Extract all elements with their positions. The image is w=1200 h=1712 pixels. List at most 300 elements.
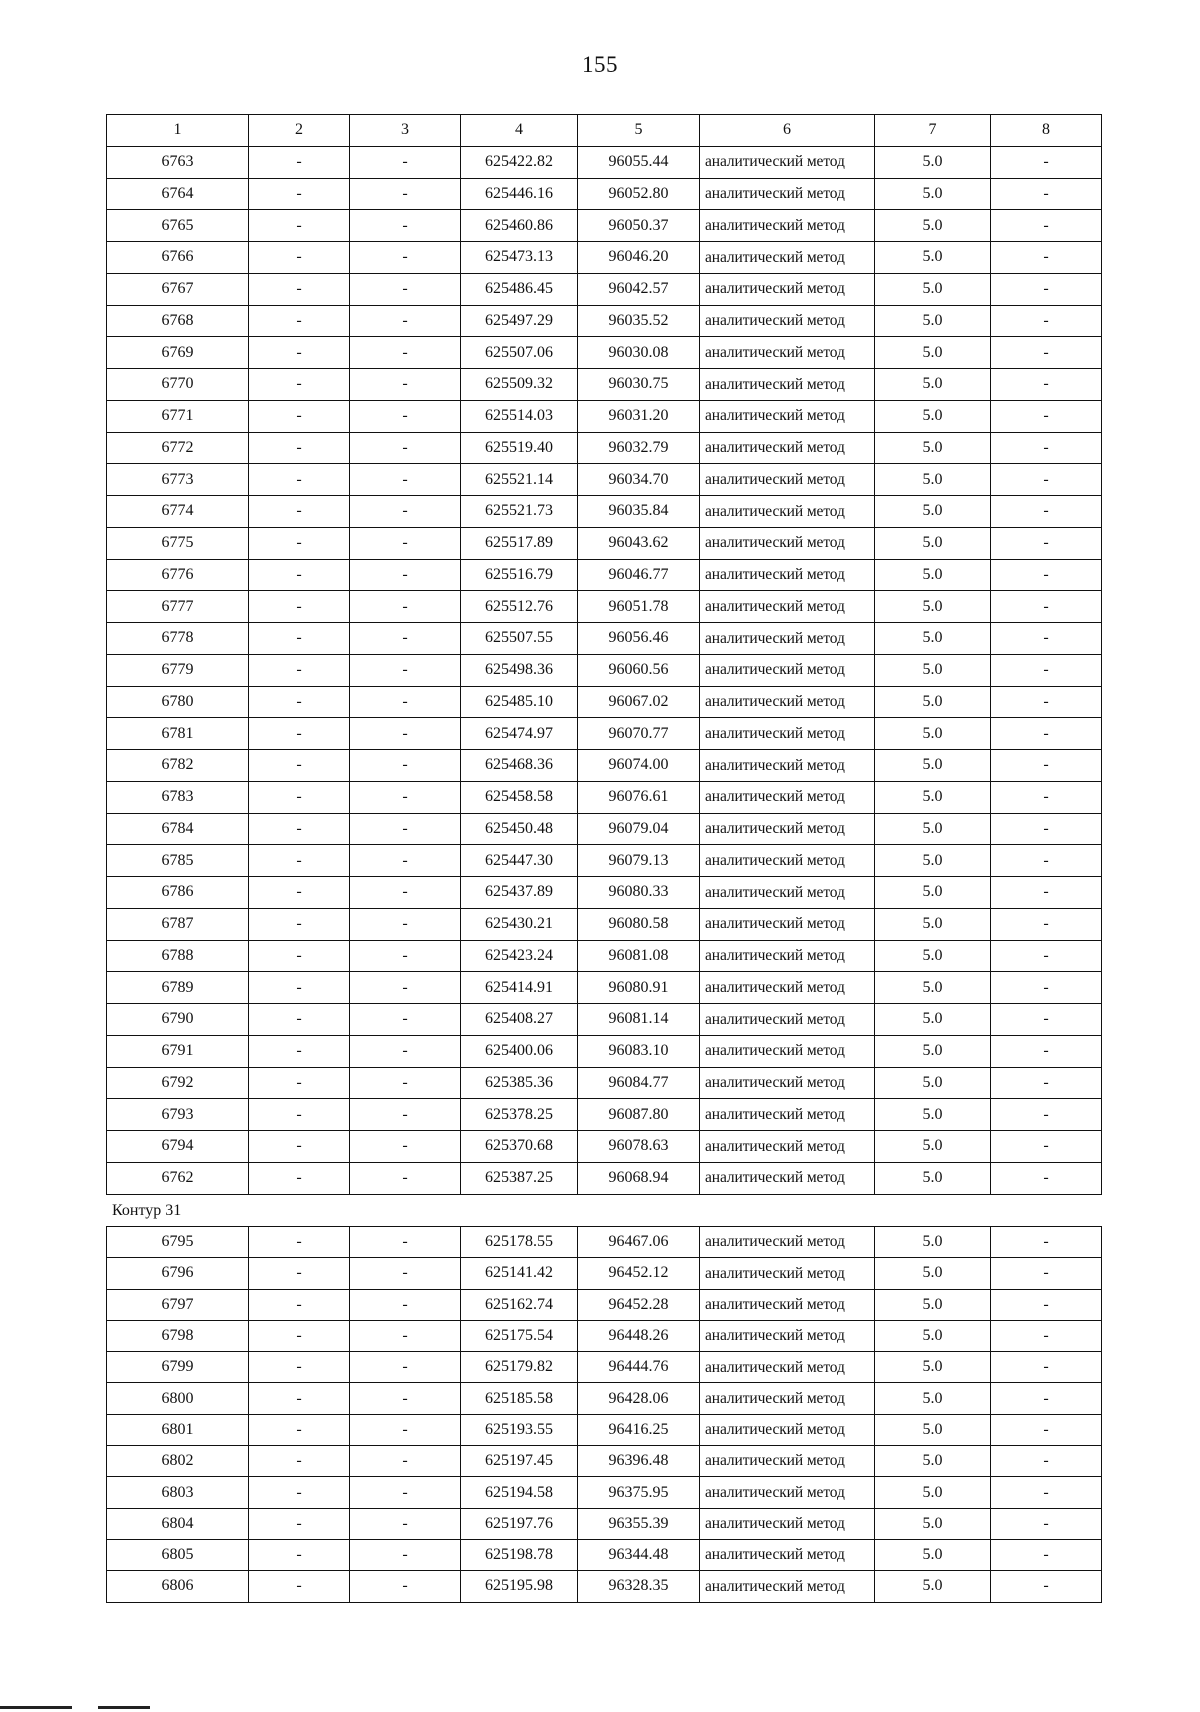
cell-col-1: 6771 — [107, 400, 249, 432]
table-row — [107, 1352, 1102, 1383]
cell-col-3: - — [350, 146, 461, 178]
cell-col-1: 6769 — [107, 337, 249, 369]
cell-col-6: аналитический метод — [700, 1383, 875, 1414]
cell-col-7: 5.0 — [875, 337, 991, 369]
cell-col-6: аналитический метод — [700, 1539, 875, 1570]
cell-col-2: - — [249, 337, 350, 369]
cell-col-6: аналитический метод — [700, 845, 875, 877]
cell-col-8: - — [991, 1099, 1102, 1131]
cell-col-8: - — [991, 400, 1102, 432]
cell-col-3: - — [350, 1352, 461, 1383]
cell-col-8: - — [991, 1477, 1102, 1508]
cell-col-6: аналитический метод — [700, 718, 875, 750]
cell-col-4: 625197.76 — [461, 1508, 578, 1539]
cell-col-3: 3 — [350, 115, 461, 147]
cell-col-6: аналитический метод — [700, 1067, 875, 1099]
cell-col-3: - — [350, 654, 461, 686]
cell-col-4: 625400.06 — [461, 1035, 578, 1067]
cell-col-7: 5.0 — [875, 686, 991, 718]
cell-col-4: 625521.14 — [461, 464, 578, 496]
cell-col-1: 6784 — [107, 813, 249, 845]
cell-col-6: аналитический метод — [700, 369, 875, 401]
cell-col-1: 6800 — [107, 1383, 249, 1414]
cell-col-2: - — [249, 1477, 350, 1508]
cell-col-8: - — [991, 1227, 1102, 1258]
cell-col-6: аналитический метод — [700, 1508, 875, 1539]
cell-col-4: 625423.24 — [461, 940, 578, 972]
cell-col-1: 6780 — [107, 686, 249, 718]
cell-col-5: 96083.10 — [578, 1035, 700, 1067]
cell-col-7: 5.0 — [875, 400, 991, 432]
table-row — [107, 1477, 1102, 1508]
cell-col-2: - — [249, 1004, 350, 1036]
cell-col-6: аналитический метод — [700, 1004, 875, 1036]
cell-col-4: 625497.29 — [461, 305, 578, 337]
cell-col-7: 5.0 — [875, 1571, 991, 1602]
cell-col-1: 6790 — [107, 1004, 249, 1036]
cell-col-6: аналитический метод — [700, 1035, 875, 1067]
cell-col-2: - — [249, 464, 350, 496]
cell-col-7: 5.0 — [875, 432, 991, 464]
cell-col-6: аналитический метод — [700, 1227, 875, 1258]
cell-col-8: - — [991, 654, 1102, 686]
cell-col-5: 96087.80 — [578, 1099, 700, 1131]
cell-col-5: 96056.46 — [578, 623, 700, 655]
cell-col-4: 625514.03 — [461, 400, 578, 432]
cell-col-4: 625519.40 — [461, 432, 578, 464]
cell-col-2: - — [249, 877, 350, 909]
cell-col-3: - — [350, 1320, 461, 1351]
cell-col-8: - — [991, 750, 1102, 782]
table-row — [107, 877, 1102, 909]
cell-col-8: - — [991, 273, 1102, 305]
cell-col-3: - — [350, 496, 461, 528]
cell-col-7: 5.0 — [875, 369, 991, 401]
cell-col-4: 625414.91 — [461, 972, 578, 1004]
cell-col-1: 6768 — [107, 305, 249, 337]
cell-col-2: - — [249, 813, 350, 845]
cell-col-2: - — [249, 1289, 350, 1320]
cell-col-7: 5.0 — [875, 146, 991, 178]
table-row — [107, 1162, 1102, 1194]
cell-col-1: 6765 — [107, 210, 249, 242]
cell-col-4: 625378.25 — [461, 1099, 578, 1131]
cell-col-5: 96051.78 — [578, 591, 700, 623]
cell-col-5: 96078.63 — [578, 1131, 700, 1163]
cell-col-3: - — [350, 1258, 461, 1289]
cell-col-6: аналитический метод — [700, 623, 875, 655]
table-row — [107, 464, 1102, 496]
cell-col-2: 2 — [249, 115, 350, 147]
cell-col-5: 96035.84 — [578, 496, 700, 528]
cell-col-7: 5.0 — [875, 781, 991, 813]
cell-col-5: 96050.37 — [578, 210, 700, 242]
cell-col-6: аналитический метод — [700, 1571, 875, 1602]
table-row — [107, 210, 1102, 242]
cell-col-8: - — [991, 1414, 1102, 1445]
table-row — [107, 972, 1102, 1004]
cell-col-8: - — [991, 1352, 1102, 1383]
cell-col-4: 625422.82 — [461, 146, 578, 178]
cell-col-2: - — [249, 908, 350, 940]
table-row — [107, 305, 1102, 337]
cell-col-4: 625486.45 — [461, 273, 578, 305]
cell-col-1: 6786 — [107, 877, 249, 909]
cell-col-3: - — [350, 432, 461, 464]
cell-col-5: 96031.20 — [578, 400, 700, 432]
cell-col-1: 6783 — [107, 781, 249, 813]
cell-col-3: - — [350, 559, 461, 591]
cell-col-2: - — [249, 654, 350, 686]
cell-col-5: 96467.06 — [578, 1227, 700, 1258]
cell-col-2: - — [249, 845, 350, 877]
cell-col-1: 6802 — [107, 1446, 249, 1477]
cell-col-3: - — [350, 1477, 461, 1508]
table-row — [107, 1446, 1102, 1477]
cell-col-7: 5.0 — [875, 1383, 991, 1414]
cell-col-4: 625485.10 — [461, 686, 578, 718]
cell-col-2: - — [249, 559, 350, 591]
cell-col-2: - — [249, 940, 350, 972]
cell-col-8: - — [991, 1383, 1102, 1414]
cell-col-3: - — [350, 1539, 461, 1570]
cell-col-7: 5.0 — [875, 908, 991, 940]
scan-edge-mark — [0, 1706, 72, 1709]
cell-col-2: - — [249, 178, 350, 210]
cell-col-5: 96448.26 — [578, 1320, 700, 1351]
cell-col-2: - — [249, 273, 350, 305]
cell-col-8: - — [991, 559, 1102, 591]
cell-col-7: 5.0 — [875, 305, 991, 337]
cell-col-4: 625473.13 — [461, 242, 578, 274]
table-row — [107, 400, 1102, 432]
cell-col-7: 5.0 — [875, 1162, 991, 1194]
cell-col-7: 5.0 — [875, 242, 991, 274]
table-row — [107, 1383, 1102, 1414]
cell-col-4: 625474.97 — [461, 718, 578, 750]
cell-col-3: - — [350, 1004, 461, 1036]
cell-col-4: 625175.54 — [461, 1320, 578, 1351]
cell-col-2: - — [249, 146, 350, 178]
cell-col-1: 6773 — [107, 464, 249, 496]
table-row — [107, 1414, 1102, 1445]
cell-col-2: - — [249, 527, 350, 559]
cell-col-6: аналитический метод — [700, 813, 875, 845]
cell-col-4: 625458.58 — [461, 781, 578, 813]
table-row — [107, 1289, 1102, 1320]
cell-col-7: 5.0 — [875, 1508, 991, 1539]
cell-col-1: 6795 — [107, 1227, 249, 1258]
cell-col-6: аналитический метод — [700, 877, 875, 909]
cell-col-3: - — [350, 527, 461, 559]
cell-col-5: 96344.48 — [578, 1539, 700, 1570]
cell-col-7: 5.0 — [875, 813, 991, 845]
cell-col-7: 5.0 — [875, 464, 991, 496]
cell-col-6: аналитический метод — [700, 337, 875, 369]
cell-col-6: аналитический метод — [700, 1099, 875, 1131]
cell-col-1: 6806 — [107, 1571, 249, 1602]
cell-col-2: - — [249, 781, 350, 813]
cell-col-6: аналитический метод — [700, 1162, 875, 1194]
table-row — [107, 654, 1102, 686]
cell-col-2: - — [249, 1383, 350, 1414]
cell-col-6: аналитический метод — [700, 146, 875, 178]
cell-col-3: - — [350, 1131, 461, 1163]
cell-col-3: - — [350, 750, 461, 782]
table-row — [107, 940, 1102, 972]
cell-col-4: 625408.27 — [461, 1004, 578, 1036]
cell-col-2: - — [249, 686, 350, 718]
cell-col-1: 6762 — [107, 1162, 249, 1194]
cell-col-2: - — [249, 496, 350, 528]
cell-col-3: - — [350, 1414, 461, 1445]
table-row — [107, 1320, 1102, 1351]
cell-col-2: - — [249, 591, 350, 623]
cell-col-3: - — [350, 1383, 461, 1414]
cell-col-6: аналитический метод — [700, 464, 875, 496]
cell-col-4: 625516.79 — [461, 559, 578, 591]
table-row — [107, 559, 1102, 591]
cell-col-3: - — [350, 591, 461, 623]
cell-col-4: 625507.55 — [461, 623, 578, 655]
cell-col-8: - — [991, 1131, 1102, 1163]
cell-col-5: 96046.20 — [578, 242, 700, 274]
cell-col-4: 625195.98 — [461, 1571, 578, 1602]
cell-col-5: 96034.70 — [578, 464, 700, 496]
cell-col-7: 5.0 — [875, 1004, 991, 1036]
cell-col-5: 96032.79 — [578, 432, 700, 464]
cell-col-1: 6791 — [107, 1035, 249, 1067]
cell-col-7: 5.0 — [875, 1446, 991, 1477]
cell-col-8: - — [991, 464, 1102, 496]
cell-col-5: 96079.04 — [578, 813, 700, 845]
table-row — [107, 369, 1102, 401]
cell-col-3: - — [350, 210, 461, 242]
cell-col-7: 5.0 — [875, 210, 991, 242]
cell-col-1: 1 — [107, 115, 249, 147]
table-row — [107, 178, 1102, 210]
cell-col-6: аналитический метод — [700, 1289, 875, 1320]
cell-col-4: 625430.21 — [461, 908, 578, 940]
cell-col-2: - — [249, 1162, 350, 1194]
cell-col-7: 5.0 — [875, 273, 991, 305]
contour-label: Контур 31 — [112, 1202, 182, 1219]
cell-col-4: 625198.78 — [461, 1539, 578, 1570]
table-row — [107, 1067, 1102, 1099]
cell-col-6: аналитический метод — [700, 305, 875, 337]
cell-col-1: 6797 — [107, 1289, 249, 1320]
cell-col-3: - — [350, 305, 461, 337]
cell-col-1: 6793 — [107, 1099, 249, 1131]
cell-col-1: 6775 — [107, 527, 249, 559]
cell-col-5: 96068.94 — [578, 1162, 700, 1194]
cell-col-1: 6803 — [107, 1477, 249, 1508]
cell-col-1: 6764 — [107, 178, 249, 210]
cell-col-2: - — [249, 1258, 350, 1289]
cell-col-2: - — [249, 1539, 350, 1570]
cell-col-7: 5.0 — [875, 1539, 991, 1570]
cell-col-8: - — [991, 877, 1102, 909]
cell-col-5: 96055.44 — [578, 146, 700, 178]
cell-col-2: - — [249, 1099, 350, 1131]
cell-col-1: 6788 — [107, 940, 249, 972]
cell-col-5: 96452.28 — [578, 1289, 700, 1320]
cell-col-3: - — [350, 1035, 461, 1067]
table-row — [107, 908, 1102, 940]
cell-col-3: - — [350, 1067, 461, 1099]
cell-col-8: - — [991, 1571, 1102, 1602]
cell-col-2: - — [249, 1131, 350, 1163]
table-row — [107, 845, 1102, 877]
cell-col-3: - — [350, 845, 461, 877]
cell-col-2: - — [249, 305, 350, 337]
cell-col-2: - — [249, 718, 350, 750]
cell-col-3: - — [350, 464, 461, 496]
cell-col-3: - — [350, 686, 461, 718]
table-row — [107, 1227, 1102, 1258]
cell-col-2: - — [249, 1508, 350, 1539]
cell-col-8: - — [991, 178, 1102, 210]
cell-col-2: - — [249, 972, 350, 1004]
cell-col-4: 625447.30 — [461, 845, 578, 877]
cell-col-7: 5.0 — [875, 1035, 991, 1067]
cell-col-6: аналитический метод — [700, 559, 875, 591]
cell-col-5: 96030.08 — [578, 337, 700, 369]
cell-col-3: - — [350, 908, 461, 940]
table-row — [107, 750, 1102, 782]
cell-col-8: - — [991, 813, 1102, 845]
cell-col-5: 96074.00 — [578, 750, 700, 782]
cell-col-6: аналитический метод — [700, 242, 875, 274]
cell-col-7: 5.0 — [875, 1414, 991, 1445]
cell-col-3: - — [350, 623, 461, 655]
cell-col-3: - — [350, 718, 461, 750]
cell-col-5: 96052.80 — [578, 178, 700, 210]
cell-col-6: аналитический метод — [700, 908, 875, 940]
cell-col-8: - — [991, 1035, 1102, 1067]
cell-col-2: - — [249, 1352, 350, 1383]
cell-col-6: 6 — [700, 115, 875, 147]
cell-col-5: 96070.77 — [578, 718, 700, 750]
cell-col-7: 5.0 — [875, 178, 991, 210]
cell-col-7: 5.0 — [875, 1099, 991, 1131]
cell-col-4: 625498.36 — [461, 654, 578, 686]
cell-col-8: - — [991, 1446, 1102, 1477]
cell-col-4: 625178.55 — [461, 1227, 578, 1258]
cell-col-4: 625437.89 — [461, 877, 578, 909]
cell-col-4: 625197.45 — [461, 1446, 578, 1477]
cell-col-3: - — [350, 1571, 461, 1602]
cell-col-5: 96081.14 — [578, 1004, 700, 1036]
cell-col-7: 5.0 — [875, 1352, 991, 1383]
cell-col-4: 625162.74 — [461, 1289, 578, 1320]
cell-col-7: 5.0 — [875, 654, 991, 686]
cell-col-6: аналитический метод — [700, 750, 875, 782]
cell-col-3: - — [350, 1162, 461, 1194]
cell-col-8: - — [991, 432, 1102, 464]
cell-col-3: - — [350, 400, 461, 432]
table-row — [107, 813, 1102, 845]
cell-col-5: 96079.13 — [578, 845, 700, 877]
cell-col-3: - — [350, 813, 461, 845]
cell-col-3: - — [350, 940, 461, 972]
cell-col-8: - — [991, 305, 1102, 337]
cell-col-6: аналитический метод — [700, 400, 875, 432]
cell-col-6: аналитический метод — [700, 781, 875, 813]
cell-col-6: аналитический метод — [700, 1320, 875, 1351]
table-row — [107, 273, 1102, 305]
cell-col-1: 6799 — [107, 1352, 249, 1383]
cell-col-6: аналитический метод — [700, 1477, 875, 1508]
cell-col-6: аналитический метод — [700, 686, 875, 718]
cell-col-7: 5.0 — [875, 1289, 991, 1320]
cell-col-8: - — [991, 686, 1102, 718]
cell-col-5: 96081.08 — [578, 940, 700, 972]
cell-col-4: 625512.76 — [461, 591, 578, 623]
cell-col-1: 6766 — [107, 242, 249, 274]
cell-col-5: 96046.77 — [578, 559, 700, 591]
cell-col-1: 6785 — [107, 845, 249, 877]
contour-31-table — [106, 1226, 1102, 1603]
cell-col-8: - — [991, 527, 1102, 559]
cell-col-1: 6763 — [107, 146, 249, 178]
cell-col-7: 5.0 — [875, 750, 991, 782]
cell-col-7: 5.0 — [875, 559, 991, 591]
cell-col-1: 6789 — [107, 972, 249, 1004]
cell-col-8: - — [991, 1508, 1102, 1539]
cell-col-8: - — [991, 623, 1102, 655]
cell-col-7: 5.0 — [875, 623, 991, 655]
cell-col-2: - — [249, 1067, 350, 1099]
cell-col-8: - — [991, 972, 1102, 1004]
cell-col-5: 96080.91 — [578, 972, 700, 1004]
cell-col-6: аналитический метод — [700, 1131, 875, 1163]
table-row — [107, 242, 1102, 274]
cell-col-7: 5.0 — [875, 496, 991, 528]
page-number: 155 — [582, 52, 618, 77]
cell-col-8: - — [991, 146, 1102, 178]
table-row — [107, 1131, 1102, 1163]
cell-col-3: - — [350, 877, 461, 909]
table-row — [107, 623, 1102, 655]
cell-col-5: 96043.62 — [578, 527, 700, 559]
cell-col-4: 625385.36 — [461, 1067, 578, 1099]
cell-col-1: 6781 — [107, 718, 249, 750]
cell-col-3: - — [350, 369, 461, 401]
cell-col-3: - — [350, 1099, 461, 1131]
cell-col-1: 6801 — [107, 1414, 249, 1445]
cell-col-1: 6787 — [107, 908, 249, 940]
cell-col-5: 96080.33 — [578, 877, 700, 909]
cell-col-8: - — [991, 940, 1102, 972]
cell-col-5: 96328.35 — [578, 1571, 700, 1602]
cell-col-5: 96444.76 — [578, 1352, 700, 1383]
cell-col-7: 7 — [875, 115, 991, 147]
cell-col-2: - — [249, 242, 350, 274]
cell-col-7: 5.0 — [875, 972, 991, 1004]
cell-col-1: 6805 — [107, 1539, 249, 1570]
cell-col-8: - — [991, 369, 1102, 401]
cell-col-5: 96428.06 — [578, 1383, 700, 1414]
table-row — [107, 1004, 1102, 1036]
table-row — [107, 591, 1102, 623]
cell-col-2: - — [249, 1414, 350, 1445]
cell-col-2: - — [249, 369, 350, 401]
table-row — [107, 781, 1102, 813]
cell-col-4: 625193.55 — [461, 1414, 578, 1445]
cell-col-8: - — [991, 1067, 1102, 1099]
cell-col-6: аналитический метод — [700, 1352, 875, 1383]
